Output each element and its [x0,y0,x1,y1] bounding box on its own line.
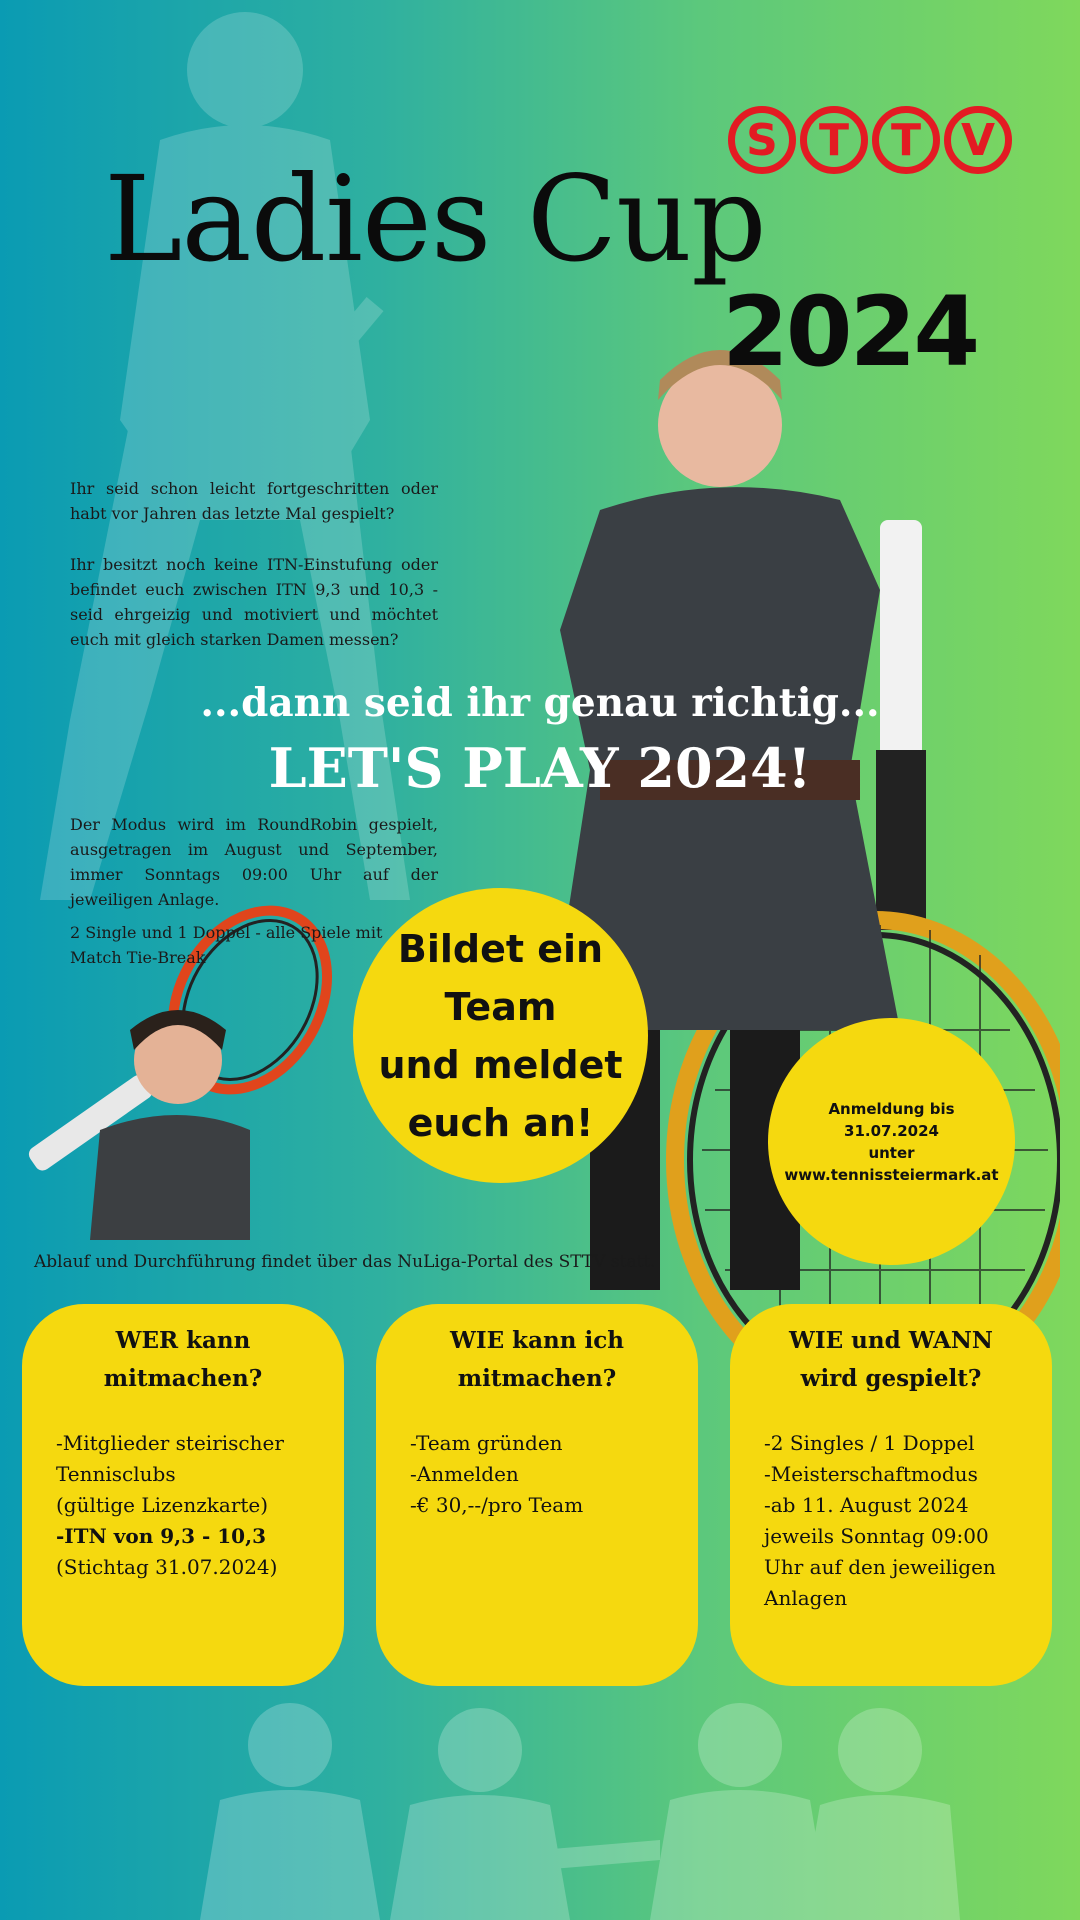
logo-letter: T [872,106,940,174]
cta-line: euch an! [407,1100,594,1145]
info-card-who [22,1304,344,1686]
cta-line: und meldet [378,1042,623,1087]
card-line: (gültige Lizenzkarte) [56,1493,269,1517]
card-line: Anlagen [764,1586,848,1610]
info-card-when [730,1304,1052,1686]
card-title: WIE kann ich mitmachen? [450,1327,624,1392]
page-title: Ladies Cup [104,150,766,288]
cta-line: Team [444,984,557,1029]
card-line: -ab 11. August 2024 [764,1493,969,1517]
card-line: -Team gründen [410,1431,563,1455]
card-line: -ITN von 9,3 - 10,3 [56,1524,266,1548]
logo-letter: V [944,106,1012,174]
card-line: -Meisterschaftmodus [764,1462,978,1486]
cta-circle [353,888,648,1183]
card-line: (Stichtag 31.07.2024) [56,1555,278,1579]
card-title: WIE und WANN wird gespielt? [789,1327,993,1392]
background-handshake-illustration [180,1690,960,1920]
registration-line: unter [868,1143,915,1162]
logo-letter: T [800,106,868,174]
info-card-how [376,1304,698,1686]
lets-play-heading: LET'S PLAY 2024! [268,736,812,800]
matches-paragraph: 2 Single und 1 Doppel - alle Spiele mit Match Tie-Break [70,923,383,967]
intro-paragraph-2: Ihr besitzt noch keine ITN-Einstufung oder befindet euch zwischen ITN 9,3 und 10,3 - seid ehrgeizig und motiviert und möchtet euch mit gleich starken Damen messen? [70,555,438,649]
tagline: ...dann seid ihr genau richtig... [200,680,880,726]
event-year: 2024 [722,276,978,388]
intro-paragraph-1: Ihr seid schon leicht fortgeschritten oder habt vor Jahren das letzte Mal gespielt? [70,479,438,523]
card-line: jeweils Sonntag 09:00 [764,1524,989,1548]
card-line: -Anmelden [410,1462,519,1486]
logo-letter: S [728,106,796,174]
registration-date: 31.07.2024 [844,1121,939,1140]
card-line: Tennisclubs [56,1462,176,1486]
registration-circle [768,1018,1015,1265]
cta-line: Bildet ein [397,926,604,971]
card-line: -2 Singles / 1 Doppel [764,1431,975,1455]
card-line: -€ 30,--/pro Team [410,1493,584,1517]
card-title: WER kann mitmachen? [103,1327,263,1392]
card-line: Uhr auf den jeweiligen [764,1555,996,1579]
mode-paragraph: Der Modus wird im RoundRobin gespielt, ausgetragen im August und September, immer Sonntags 09:00 Uhr auf der jeweiligen Anlage. [70,815,438,909]
registration-line: Anmeldung bis [828,1099,955,1118]
nuliga-note: Ablauf und Durchführung findet über das NuLiga-Portal des STTV statt. [34,1252,656,1272]
card-line: -Mitglieder steirischer [56,1431,284,1455]
sttv-logo [728,106,1012,174]
registration-url: www.tennissteiermark.at [784,1165,999,1184]
